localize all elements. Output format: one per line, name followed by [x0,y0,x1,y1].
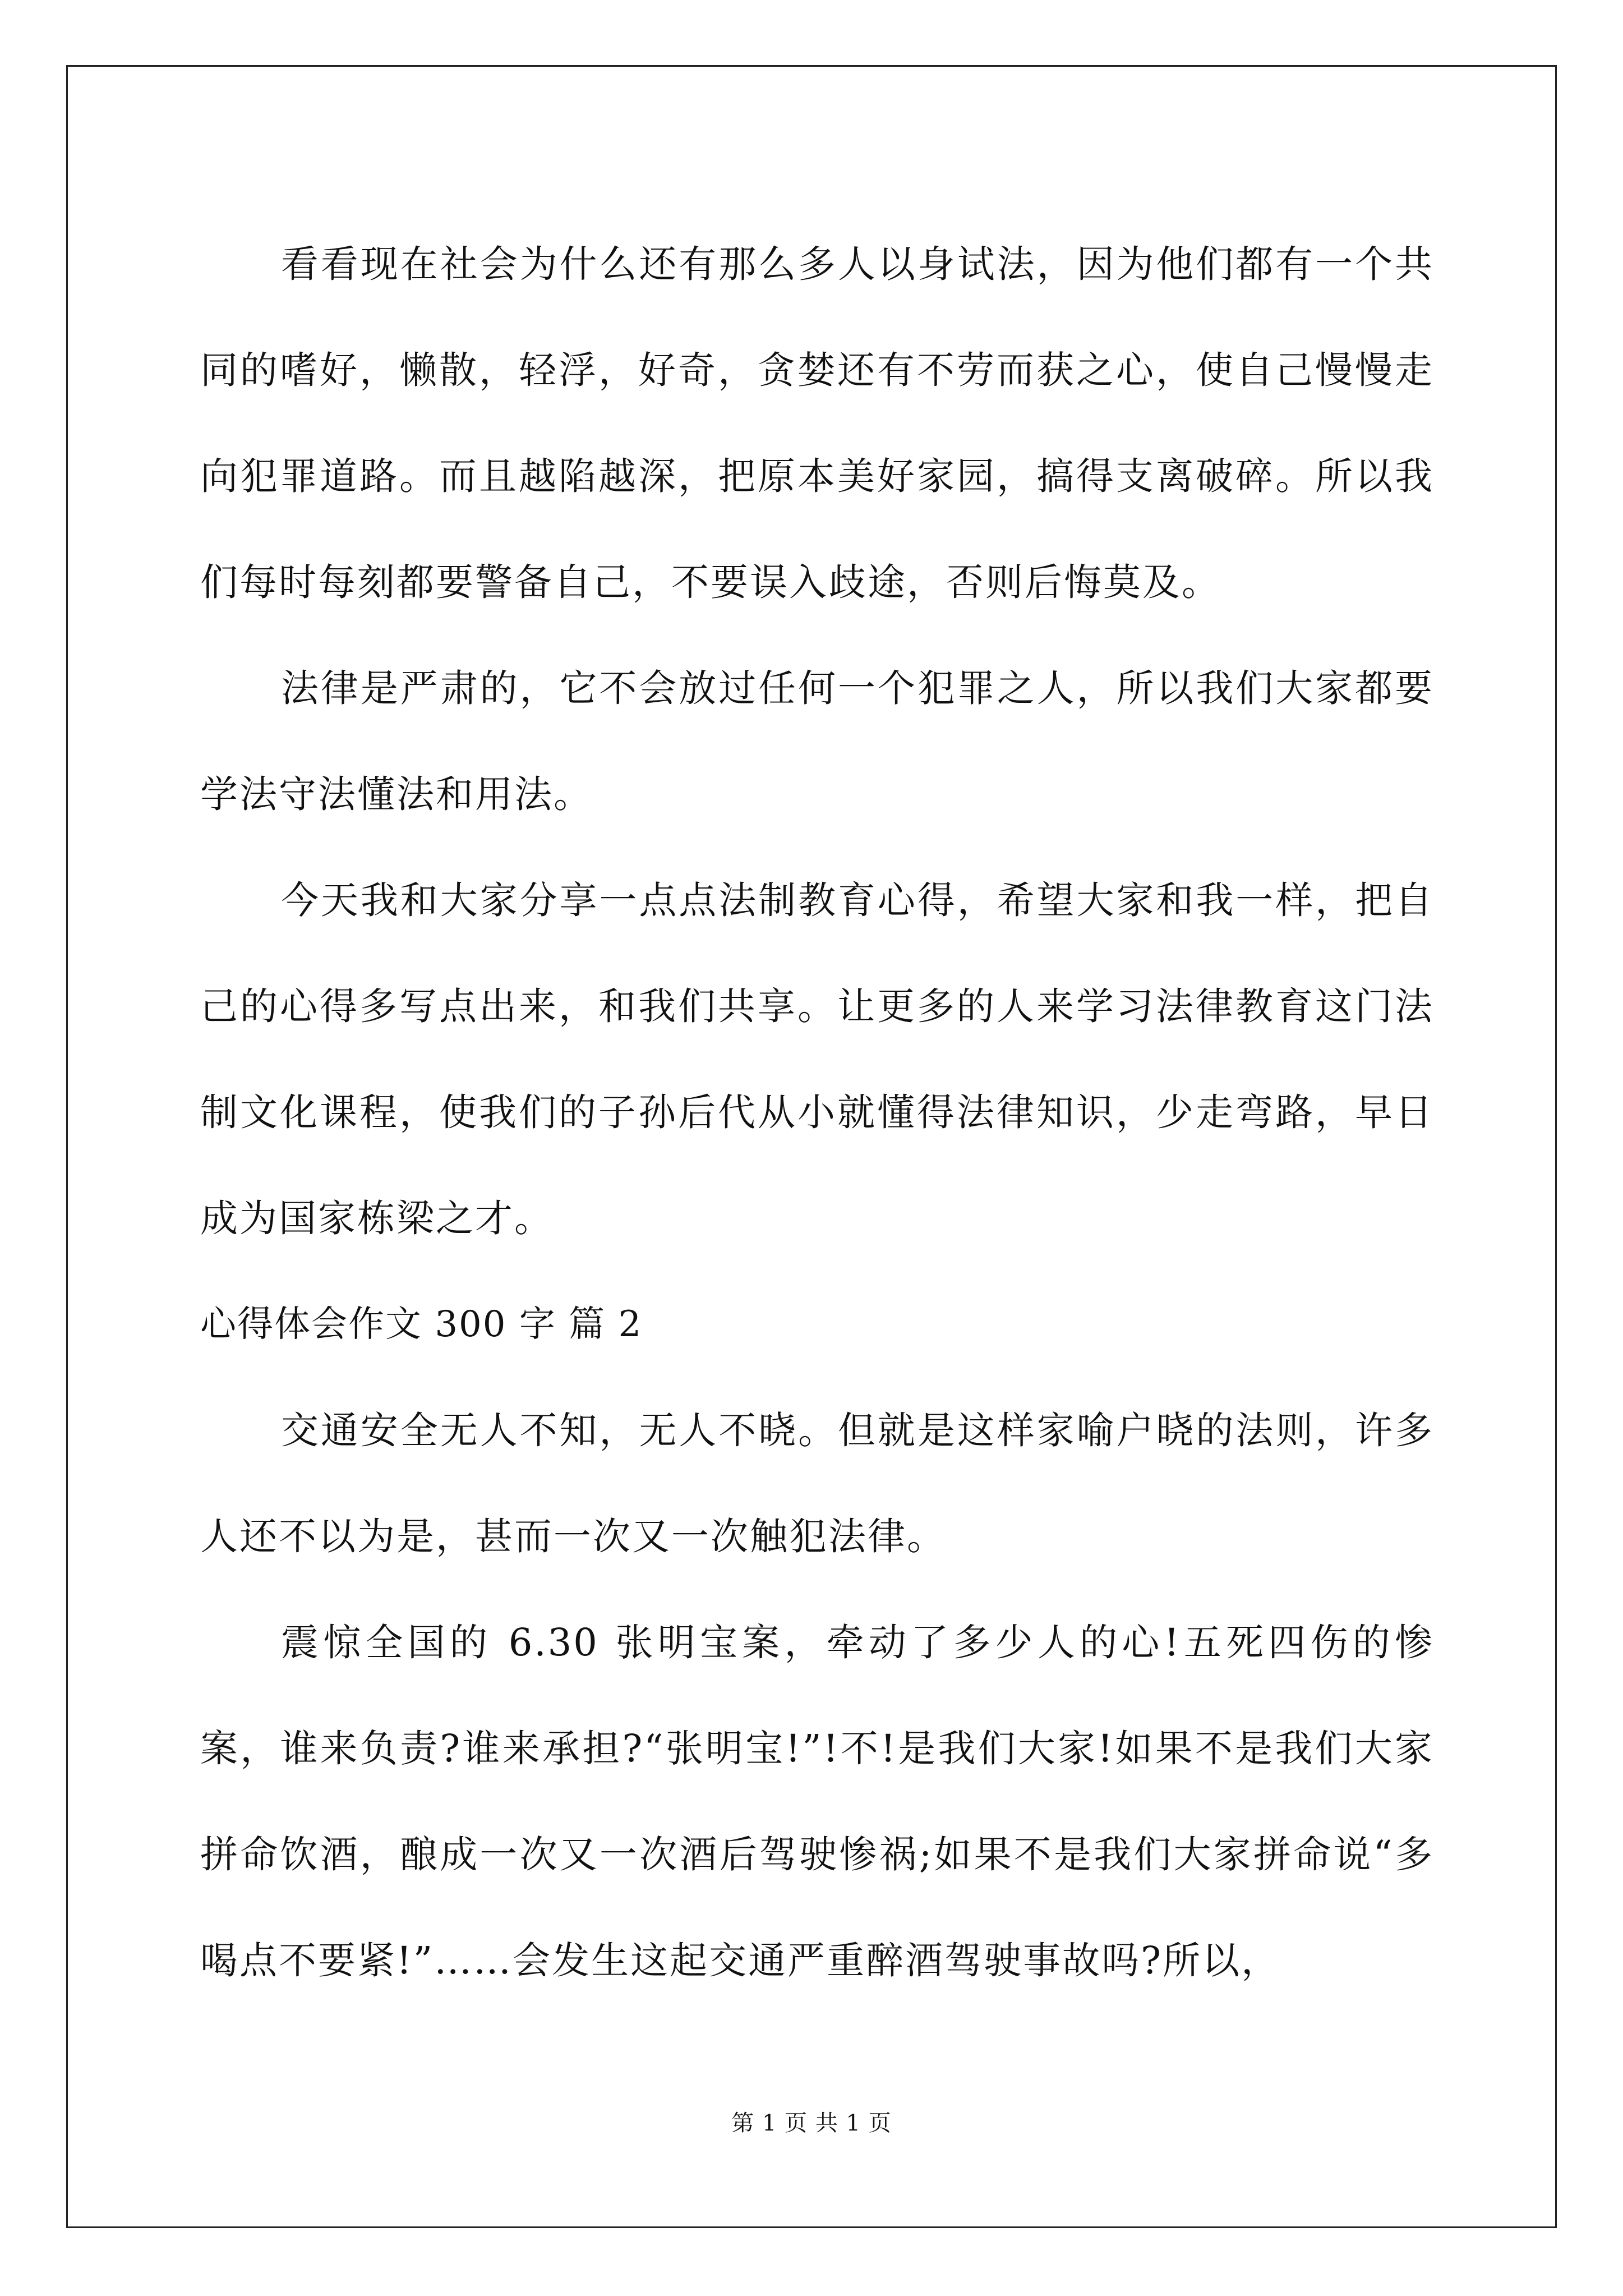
paragraph-traffic-safety: 交通安全无人不知，无人不晓。但就是这样家喻户晓的法则，许多人还不以为是，甚而一次又一次触犯法律。 [200,1409,1434,1558]
section-heading: 心得体会作文 300 字 篇 2 [200,1304,643,1345]
paragraph-sharing: 今天我和大家分享一点点法制教育心得，希望大家和我一样，把自己的心得多写点出来，和我们共享。让更多的人来学习法律教育这门法制文化课程，使我们的子孙后代从小就懂得法律知识，少走弯路，早日成为国家栋梁之才。 [200,878,1434,1240]
page-number-footer: 第 1 页 共 1 页 [731,2110,892,2136]
paragraph-drunk-driving-case: 震惊全国的 6.30 张明宝案，牵动了多少人的心!五死四伤的惨案，谁来负责?谁来承担?“张明宝!”!不!是我们大家!如果不是我们大家拼命饮酒，酿成一次又一次酒后驾驶惨祸;如果不是我们大家拼命说“多喝点不要紧!”……会发生这起交通严重醉酒驾驶事故吗?所以， [200,1621,1434,1982]
document-body [200,211,1434,2014]
paragraph-lawbreaking: 看看现在社会为什么还有那么多人以身试法，因为他们都有一个共同的嗜好，懒散，轻浮，好奇，贪婪还有不劳而获之心，使自己慢慢走向犯罪道路。而且越陷越深，把原本美好家园，搞得支离破碎。所以我们每时每刻都要警备自己，不要误入歧途，否则后悔莫及。 [200,242,1434,604]
paragraph-law-serious: 法律是严肃的，它不会放过任何一个犯罪之人，所以我们大家都要学法守法懂法和用法。 [200,666,1434,816]
